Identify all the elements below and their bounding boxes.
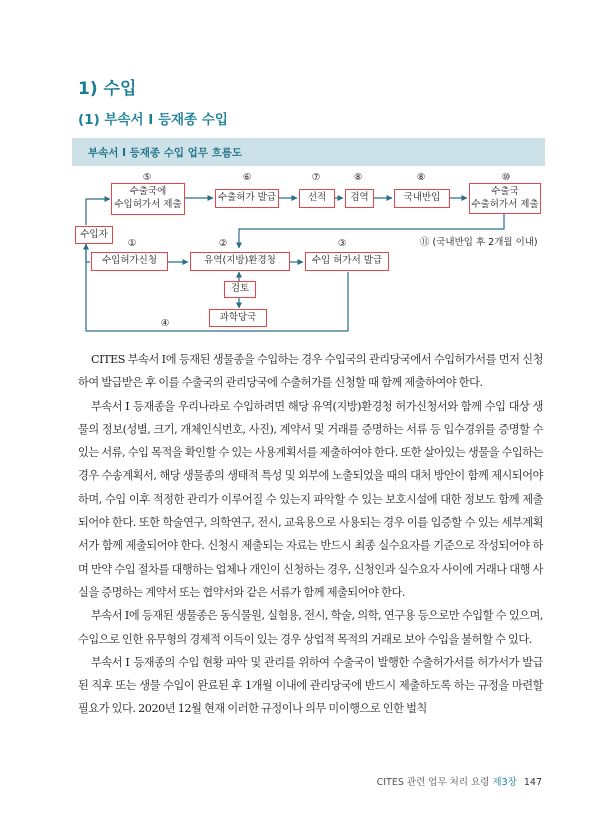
step-number-5: ⑤ — [142, 172, 152, 183]
page-footer — [377, 774, 542, 788]
step-number-7: ⑦ — [311, 172, 321, 183]
paragraph: 부속서 Ⅰ 등재종을 우리나라로 수입하려면 해당 유역(지방)환경청 허가신청서와 함께 수입 대상 생물의 정보(성별, 크기, 개체인식번호, 사진), 계약서 및 거래를 증명하는 서류 등 입수경위를 증명할 수 있는 서류, 수입 목적을 확인할 수 있는 사용계획서를 제출하여야 한다. 또한 살아있는 생물을 수입하는 경우 수송계획서, 해당 생물종의 생태적 특성 및 외부에 노출되었을 때의 대처 방안이 함께 제시되어야 하며, 수입 이후 적정한 관리가 이루어질 수 있는지 파악할 수 있는 보호시설에 대한 정보도 함께 제출되어야 한다. 또한 학술연구, 의학연구, 전시, 교육용으로 사용되는 경우 이를 입증할 수 있는 세부계획서가 함께 제출되어야 한다. 신청시 제출되는 자료는 반드시 최종 실수요자를 기준으로 작성되어야 하며 만약 수입 절차를 대행하는 업체나 개인이 신청하는 경우, 신청인과 실수요자 사이에 거래나 대행 사실을 증명하는 계약서 또는 협약서와 같은 서류가 함께 제출되어야 한다. — [78, 399, 543, 599]
box-exporter-submit — [469, 183, 541, 214]
box-label-line: 수출국에 — [129, 186, 167, 198]
box-import-permit-issue: 수입 허가서 발급 — [305, 252, 389, 271]
footer-title: CITES 관련 업무 처리 요령 — [376, 777, 490, 788]
step-number-10: ⑩ — [501, 172, 511, 183]
box-regional-env-office: 유역(지방)환경청 — [190, 252, 290, 271]
paragraph: 부속서 Ⅰ 등재종의 수입 현황 파악 및 관리를 위하여 수출국이 발행한 수출허가서를 허가서가 발급된 직후 또는 생물 수입이 완료된 후 1개월 이내에 관리당국에 반드시 제출하도록 하는 규정을 마련할 필요가 있다. 2020년 12월 현재 이러한 규정이나 의무 미이행으로 인한 벌칙 — [78, 655, 543, 716]
flowchart-title: 부속서 Ⅰ 등재종 수입 업무 흐름도 — [88, 147, 243, 159]
step-number-1: ① — [127, 238, 137, 249]
paragraph: CITES 부속서 Ⅰ에 등재된 생물종을 수입하는 경우 수입국의 관리당국에서 수입허가서를 먼저 신청하여 발급받은 후 이를 수출국의 관리당국에 수출허가를 신청할 때 함께 제출하여야 한다. — [78, 353, 543, 390]
step-number-8b: ⑧ — [416, 172, 426, 183]
box-quarantine: 검역 — [345, 189, 374, 208]
step-number-4: ④ — [160, 318, 170, 329]
box-importer: 수입자 — [75, 226, 113, 244]
box-shipping: 선적 — [299, 189, 335, 208]
box-label-line: 수출국 — [491, 185, 519, 197]
box-export-permit-issue: 수출허가 발급 — [215, 189, 279, 208]
step-number-3: ③ — [337, 238, 347, 249]
page-number: 147 — [523, 777, 542, 788]
footer-chapter: 제3장 — [492, 777, 517, 788]
box-label-line: 수입허가서 제출 — [114, 199, 182, 210]
flowchart — [72, 138, 545, 338]
paragraph: 부속서 Ⅰ에 등재된 생물종은 동식물원, 실험용, 전시, 학술, 의학, 연구용 등으로만 수입할 수 있으며, 수입으로 인한 유무형의 경제적 이득이 있는 경우 상업적 목적의 거래로 보아 수입을 불허할 수 있다. — [78, 609, 543, 646]
box-science-authority: 과학당국 — [209, 309, 267, 327]
deadline-note: ⑪ (국내반입 후 2개월 이내) — [420, 237, 538, 248]
box-exporter-import-permit — [111, 183, 185, 215]
step-number-6: ⑥ — [242, 172, 252, 183]
body-text — [78, 348, 543, 721]
box-domestic-import: 국내반입 — [394, 189, 450, 208]
box-import-application: 수입허가신청 — [91, 252, 168, 271]
section-heading: 1) 수입 — [78, 79, 137, 99]
subsection-heading: (1) 부속서 Ⅰ 등재종 수입 — [78, 112, 228, 128]
step-number-2: ② — [218, 238, 228, 249]
box-review: 검토 — [224, 281, 256, 298]
step-number-8a: ⑧ — [353, 172, 363, 183]
box-label-line: 수출허가서 제출 — [471, 198, 539, 210]
